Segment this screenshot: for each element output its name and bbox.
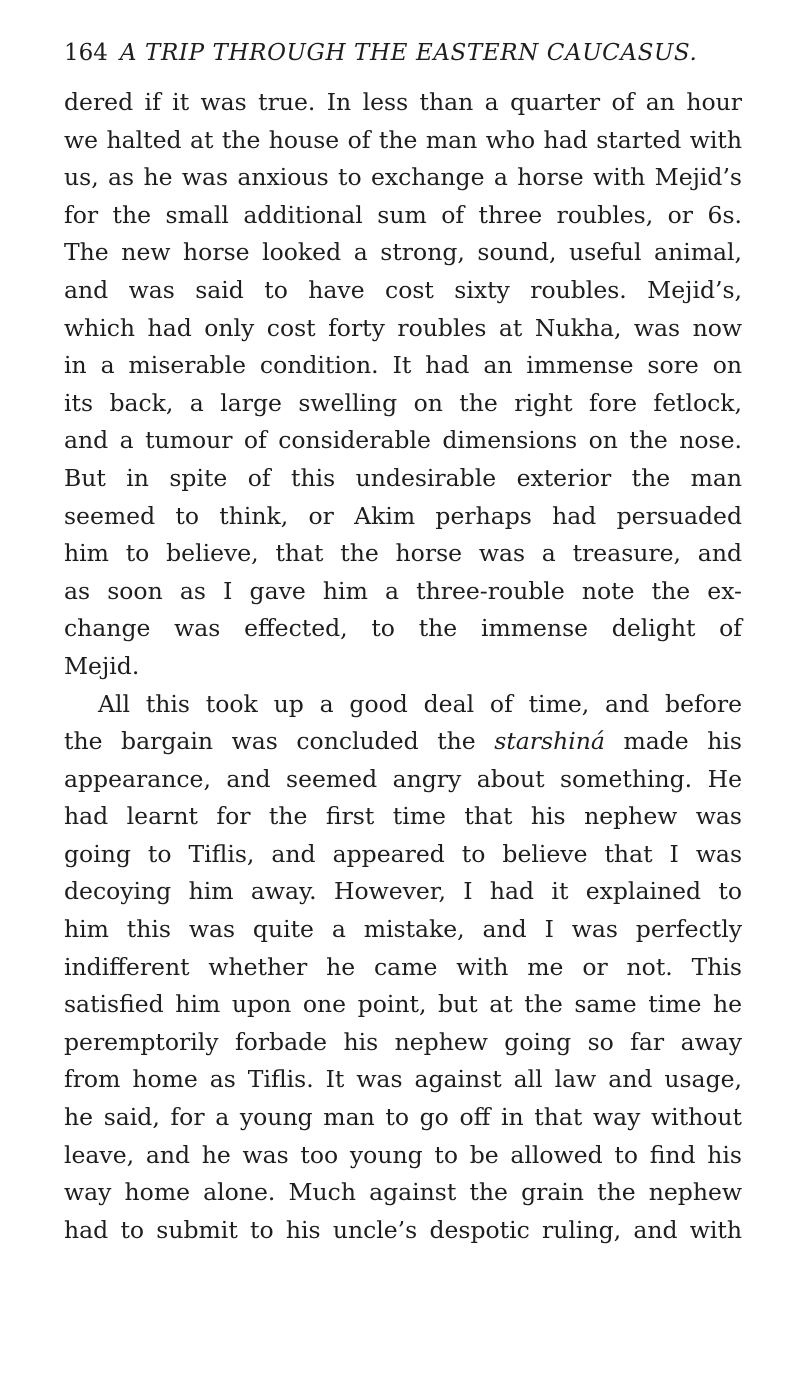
text-line: for the small additional sum of three roubles, or 6s. [64,200,742,229]
text-line: we halted at the house of the man who had started with [64,125,742,154]
text-line: leave, and he was too young to be allowed to find his [64,1140,742,1169]
text-line: its back, a large swelling on the right fore fetlock, [64,388,742,417]
text-line: he said, for a young man to go off in that way without [64,1103,742,1132]
text-line: had to submit to his uncle’s despotic ruling, and with [64,1215,742,1244]
text-line: indifferent whether he came with me or not. This [64,952,742,981]
text-line: in a miserable condition. It had an immense sore on [64,351,742,380]
line-text: the bargain was concluded the [64,727,495,756]
text-line: going to Tiflis, and appeared to believe that I was [64,839,742,868]
text-line: which had only cost forty roubles at Nukha, was now [64,313,742,342]
running-title: A TRIP THROUGH THE EASTERN CAUCASUS. [119,40,698,66]
text-line: satisfied him upon one point, but at the same time he [64,990,742,1019]
page-number: 164 [64,40,108,66]
text-line: and a tumour of considerable dimensions on the nose. [64,426,742,455]
body-text [64,84,742,1249]
text-line-with-italic [64,723,742,761]
text-line: him to believe, that the horse was a treasure, and [64,539,742,568]
text-line: Mejid. [64,651,140,680]
text-line: and was said to have cost sixty roubles. Mejid’s, [64,275,742,304]
paragraph-first-line: All this took up a good deal of time, and before [98,689,742,718]
line-text: made his [604,727,742,756]
text-line: had learnt for the first time that his nephew was [64,802,742,831]
text-line: change was effected, to the immense delight of [64,614,742,643]
text-line: him this was quite a mistake, and I was perfectly [64,915,742,944]
text-line: dered if it was true. In less than a quarter of an hour [64,88,742,116]
text-line: way home alone. Much against the grain the nephew [64,1178,742,1207]
text-line: peremptorily forbade his nephew going so far away [64,1027,742,1056]
text-line: But in spite of this undesirable exterior the man [64,463,742,492]
text-line: appearance, and seemed angry about something. He [64,764,742,793]
text-line: The new horse looked a strong, sound, useful animal, [64,238,742,267]
text-line: as soon as I gave him a three-rouble note the ex- [64,576,742,605]
text-line: seemed to think, or Akim perhaps had persuaded [64,501,742,530]
text-line: from home as Tiflis. It was against all law and usage, [64,1065,742,1094]
text-line: us, as he was anxious to exchange a horse with Mejid’s [64,163,742,192]
italic-term: starshiná [494,727,605,756]
text-line: decoying him away. However, I had it explained to [64,877,742,906]
running-head [64,38,744,68]
